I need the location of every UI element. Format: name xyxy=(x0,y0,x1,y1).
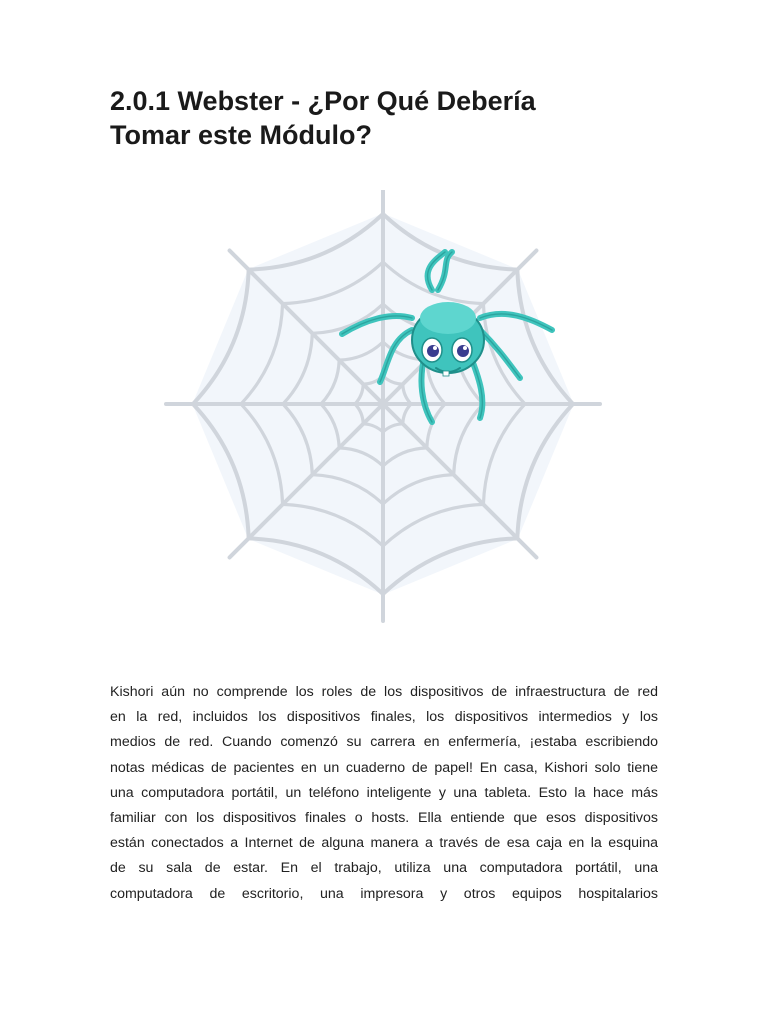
paragraph-line: computadora de escritorio, una impresora y otros equipos hospitalarios xyxy=(110,885,658,902)
paragraph-line: Kishori aún no comprende los roles de los dispositivos de infraestructura de red xyxy=(110,684,658,700)
page-title xyxy=(110,84,670,152)
paragraph-line: están conectados a Internet de alguna manera a través de esa caja en la esquina xyxy=(110,835,658,852)
title-line: 2.0.1 Webster - ¿Por Qué Debería xyxy=(110,86,536,116)
paragraph-line: medios de red. Cuando comenzó su carrera en enfermería, ¡estaba escribiendo xyxy=(110,734,658,751)
paragraph-line: una computadora portátil, un teléfono inteligente y una tableta. Esto la hace más xyxy=(110,784,658,801)
paragraph-line: de su sala de estar. En el trabajo, utiliza una computadora portátil, una xyxy=(110,860,658,877)
paragraph-line: en la red, incluidos los dispositivos finales, los dispositivos intermedios y los xyxy=(110,709,658,726)
paragraph-line: familiar con los dispositivos finales o hosts. Ella entiende que esos dispositivos xyxy=(110,810,658,827)
body-paragraph xyxy=(110,680,658,907)
webster-illustration xyxy=(150,190,620,630)
title-line: Tomar este Módulo? xyxy=(110,120,373,150)
paragraph-line: notas médicas de pacientes en un cuaderno de papel! En casa, Kishori solo tiene xyxy=(110,759,658,776)
spider-web-icon xyxy=(150,190,620,630)
